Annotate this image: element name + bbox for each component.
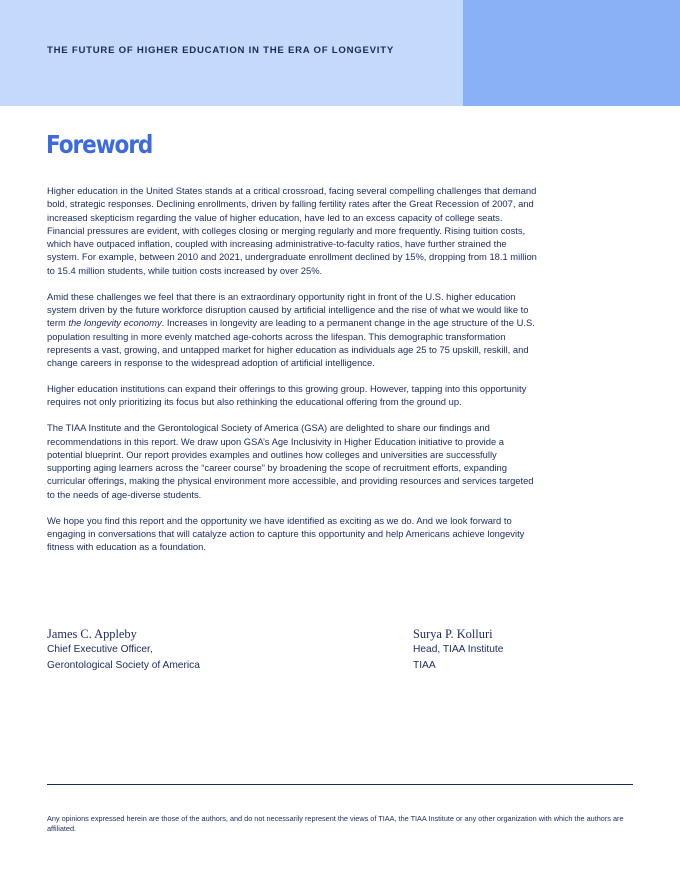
paragraph-text: . Increases in longevity are leading to a permanent change in the age structure of the U.S. population resulting in more evenly matched age-cohorts across the lifespan. This demographic transformation represents a vast, growing, and untapped market for higher education as individuals age 25 to 75 upskill, reskill, and change careers in response to the widespread adoption of artificial intelligence. [47, 317, 535, 369]
signature-block-kolluri [413, 626, 503, 674]
signatory-organization: Gerontological Society of America [47, 660, 200, 671]
report-title: THE FUTURE OF HIGHER EDUCATION IN THE ERA OF LONGEVITY [47, 45, 394, 56]
paragraph-text: Amid these challenges we feel that there is an extraordinary opportunity right in front of the U.S. higher education system driven by the future workforce disruption caused by artificial intelligence and the rise of what we would like to term [47, 290, 529, 329]
signatory-organization: TIAA [413, 660, 436, 671]
page-heading: Foreword [46, 130, 153, 159]
emphasis-text: the longevity economy [68, 317, 162, 329]
signature-block-appleby [47, 626, 200, 674]
signatory-name: Surya P. Kolluri [413, 627, 493, 641]
header-banner [0, 0, 680, 106]
disclaimer-footnote: Any opinions expressed herein are those of the authors, and do not necessarily represent the views of TIAA, the TIAA Institute or any other organization with which the authors are affiliated. [47, 814, 624, 834]
paragraph: Higher education in the United States stands at a critical crossroad, facing several compelling challenges that demand bold, strategic responses. Declining enrollments, driven by falling fertility rates after the Great Recession of 2007, and increased skepticism regarding the value of higher education, have led to an excess capacity of college seats. Financial pressures are evident, with colleges closing or merging regularly and more frequently. Rising tuition costs, which have outpaced inflation, coupled with increasing administrative-to-faculty ratios, have further strained the system. For example, between 2010 and 2021, undergraduate enrollment declined by 15%, dropping from 18.1 million to 15.4 million students, while tuition costs increased by over 25%. [47, 185, 537, 276]
paragraph [47, 290, 539, 370]
footnote-divider [47, 784, 633, 785]
header-accent-block [463, 0, 680, 106]
paragraph: Higher education institutions can expand their offerings to this growing group. However, tapping into this opportunity requires not only prioritizing its focus but also rethinking the educational offering from the ground up. [47, 383, 527, 408]
paragraph: We hope you find this report and the opportunity we have identified as exciting as we do. And we look forward to engaging in conversations that will catalyze action to capture this opportunity and help Americans achieve longevity fitness with education as a foundation. [47, 514, 525, 553]
foreword-body [47, 184, 539, 566]
signatory-name: James C. Appleby [47, 627, 137, 641]
signatory-title: Chief Executive Officer, [47, 644, 153, 655]
signatory-title: Head, TIAA Institute [413, 644, 504, 655]
paragraph: The TIAA Institute and the Gerontological Society of America (GSA) are delighted to share our findings and recommendations in this report. We draw upon GSA’s Age Inclusivity in Higher Education initiative to provide a potential blueprint. Our report provides examples and outlines how colleges and universities are successfully supporting aging learners across the “career course” by broadening the scope of recruitment efforts, expanding curricular offerings, making the physical environment more accessible, and providing resources and services targeted to the needs of age-diverse students. [47, 422, 534, 500]
